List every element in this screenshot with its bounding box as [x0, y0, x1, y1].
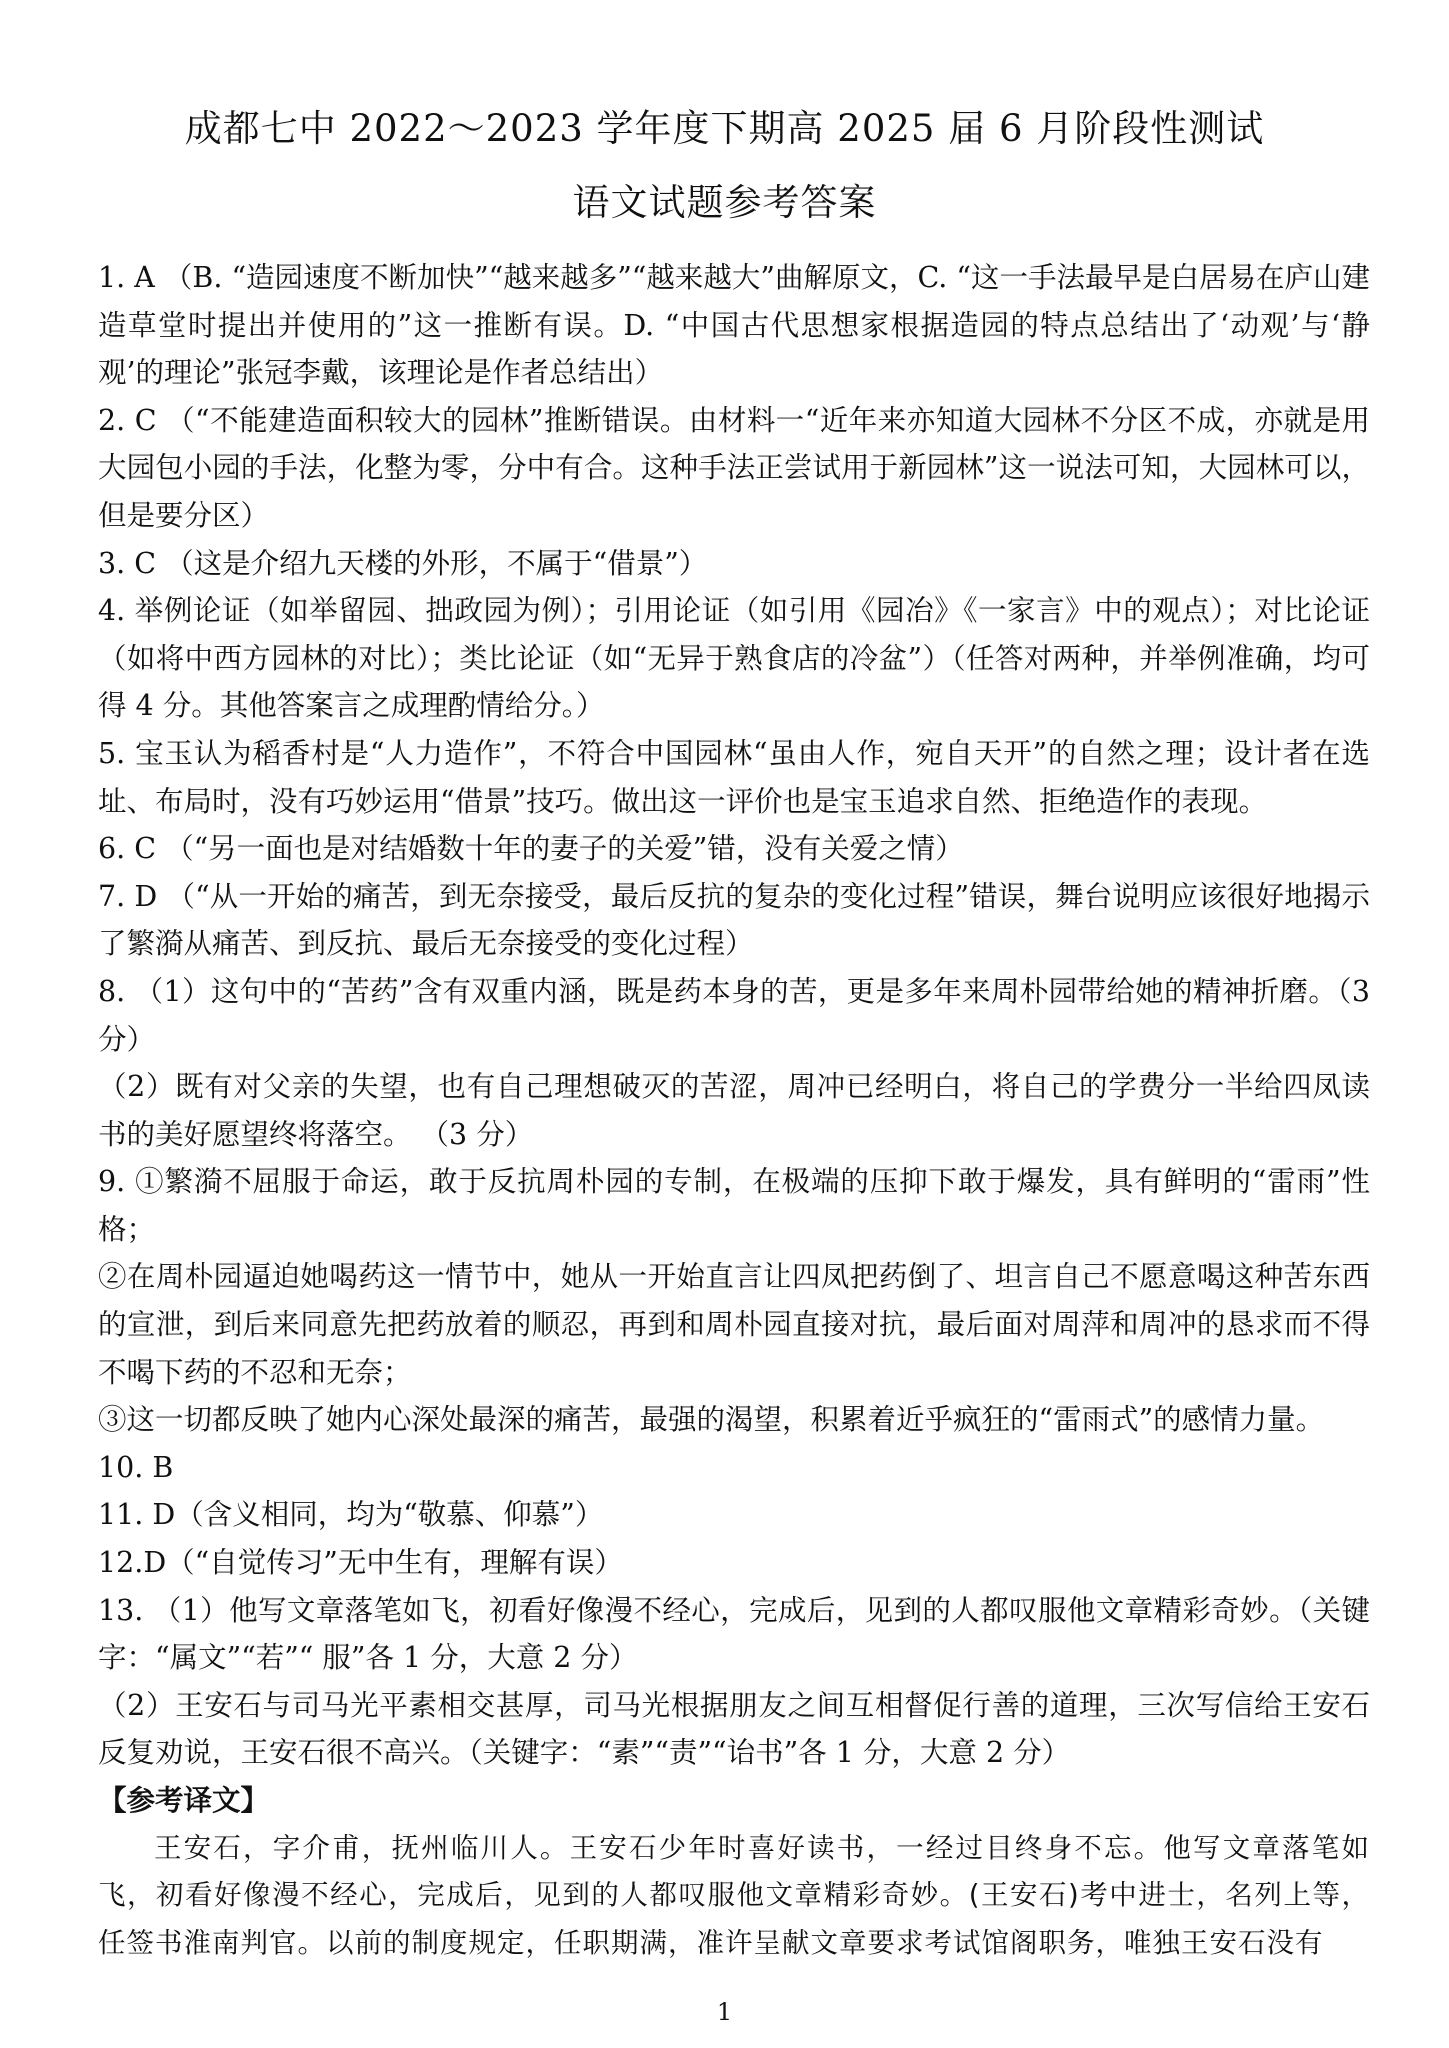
answer-7: 7. D （“从一开始的痛苦，到无奈接受，最后反抗的复杂的变化过程”错误，舞台说明应该很好地揭示了繁漪从痛苦、到反抗、最后无奈接受的变化过程）: [98, 879, 1370, 961]
answer-3: 3. C （这是介绍九天楼的外形，不属于“借景”）: [98, 546, 708, 580]
document-title: 成都七中 2022～2023 学年度下期高 2025 届 6 月阶段性测试: [184, 107, 1265, 150]
answer-2: 2. C （“不能建造面积较大的园林”推断错误。由材料一“近年来亦知道大园林不分区不成，亦就是用大园包小园的手法，化整为零，分中有合。这种手法正尝试用于新园林”这一说法可知，大园林可以，但是要分区）: [98, 403, 1370, 532]
document-subtitle: 语文试题参考答案: [572, 181, 877, 224]
answer-8-part-2: （2）既有对父亲的失望，也有自己理想破灭的苦涩，周冲已经明白，将自己的学费分一半给四凤读书的美好愿望终将落空。 （3 分）: [98, 1070, 1370, 1151]
answer-8-part-1: 8. （1）这句中的“苦药”含有双重内涵，既是药本身的苦，更是多年来周朴园带给她的精神折磨。（3 分）: [98, 974, 1370, 1056]
answer-9-point-2: ②在周朴园逼迫她喝药这一情节中，她从一开始直言让四凤把药倒了、坦言自己不愿意喝这种苦东西的宣泄，到后来同意先把药放着的顺忍，再到和周朴园直接对抗，最后面对周萍和周冲的恳求而不得不喝下药的不忍和无奈；: [98, 1260, 1370, 1389]
reference-translation-heading: 【参考译文】: [98, 1783, 270, 1817]
answer-body: [98, 254, 1370, 1967]
reference-translation-text: 王安石，字介甫，抚州临川人。王安石少年时喜好读书，一经过目终身不忘。他写文章落笔如飞，初看好像漫不经心，完成后，见到的人都叹服他文章精彩奇妙。(王安石)考中进士，名列上等，任签书淮南判官。以前的制度规定，任职期满，准许呈献文章要求考试馆阁职务，唯独王安石没有: [98, 1831, 1370, 1959]
answer-13-part-2: （2）王安石与司马光平素相交甚厚，司马光根据朋友之间互相督促行善的道理，三次写信给王安石反复劝说，王安石很不高兴。（关键字：“素”“责”“诒书”各 1 分，大意 2 分）: [98, 1688, 1370, 1770]
answer-13-part-1: 13. （1）他写文章落笔如飞，初看好像漫不经心，完成后，见到的人都叹服他文章精彩奇妙。（关键字：“属文”“若”“ 服”各 1 分，大意 2 分）: [98, 1593, 1370, 1675]
answer-6: 6. C （“另一面也是对结婚数十年的妻子的关爱”错，没有关爱之情）: [98, 832, 964, 866]
answer-11: 11. D（含义相同，均为“敬慕、仰慕”）: [98, 1498, 604, 1532]
answer-9-point-1: 9. ①繁漪不屈服于命运，敢于反抗周朴园的专制，在极端的压抑下敢于爆发，具有鲜明的“雷雨”性格；: [98, 1165, 1370, 1246]
answer-4: 4. 举例论证（如举留园、拙政园为例）；引用论证（如引用《园冶》《一家言》中的观点）；对比论证（如将中西方园林的对比）；类比论证（如“无异于熟食店的冷盆”）（任答对两种，并举例准确，均可得 4 分。其他答案言之成理酌情给分。）: [98, 594, 1370, 723]
answer-5: 5. 宝玉认为稻香村是“人力造作”，不符合中国园林“虽由人作，宛自天开”的自然之理；设计者在选址、布局时，没有巧妙运用“借景”技巧。做出这一评价也是宝玉追求自然、拒绝造作的表现。: [98, 736, 1370, 818]
answer-10: 10. B: [98, 1450, 174, 1484]
answer-12: 12.D（“自觉传习”无中生有，理解有误）: [98, 1546, 623, 1580]
answer-9-point-3: ③这一切都反映了她内心深处最深的痛苦，最强的渴望，积累着近乎疯狂的“雷雨式”的感情力量。: [98, 1403, 1325, 1437]
page-number: 1: [716, 1998, 733, 2026]
answer-1: 1. A （B. “造园速度不断加快”“越来越多”“越来越大”曲解原文，C. “这一手法最早是白居易在庐山建造草堂时提出并使用的”这一推断有误。D. “中国古代思想家根据造园的特点总结出了‘动观’与‘静观’的理论”张冠李戴，该理论是作者总结出）: [98, 261, 1370, 390]
